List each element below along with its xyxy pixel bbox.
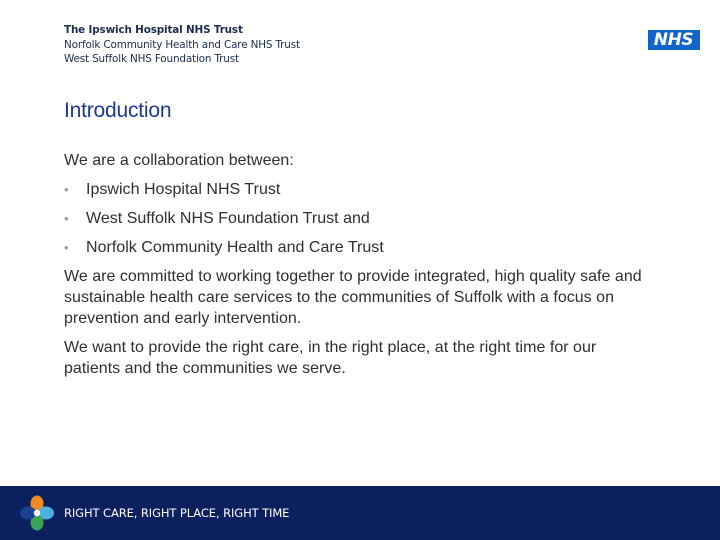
trust-names (64, 23, 394, 67)
logo-center (34, 510, 40, 516)
trust-name-ipswich: The Ipswich Hospital NHS Trust (64, 24, 243, 36)
intro-text: We are a collaboration between: (64, 152, 294, 169)
bullet-icon: • (64, 211, 69, 226)
bullet-icon: • (64, 240, 69, 255)
collaboration-list (64, 179, 654, 259)
trust-name-west-suffolk: West Suffolk NHS Foundation Trust (64, 53, 239, 66)
list-item-label: Ipswich Hospital NHS Trust (86, 181, 281, 198)
footer-tagline: RIGHT CARE, RIGHT PLACE, RIGHT TIME (64, 506, 290, 520)
list-item (64, 237, 654, 259)
bullet-icon: • (64, 182, 69, 197)
slide-content (64, 150, 654, 379)
list-item (64, 208, 654, 230)
logo-petal-navy (20, 507, 36, 520)
list-item (64, 179, 654, 201)
trust-name-norfolk: Norfolk Community Health and Care NHS Trust (64, 38, 300, 51)
slide-title: Introduction (64, 99, 172, 122)
four-petal-logo-icon (20, 495, 54, 531)
list-item-label: Norfolk Community Health and Care Trust (86, 239, 384, 256)
commitment-paragraph: We are committed to working together to provide integrated, high quality safe and sustainable health care services to the communities of Suffolk with a focus on prevention and early intervention. (64, 268, 642, 327)
footer-bar (0, 486, 720, 540)
nhs-logo: NHS (648, 30, 700, 50)
list-item-label: West Suffolk NHS Foundation Trust and (86, 210, 370, 227)
right-care-paragraph: We want to provide the right care, in the right place, at the right time for our patients and the communities we serve. (64, 339, 597, 377)
